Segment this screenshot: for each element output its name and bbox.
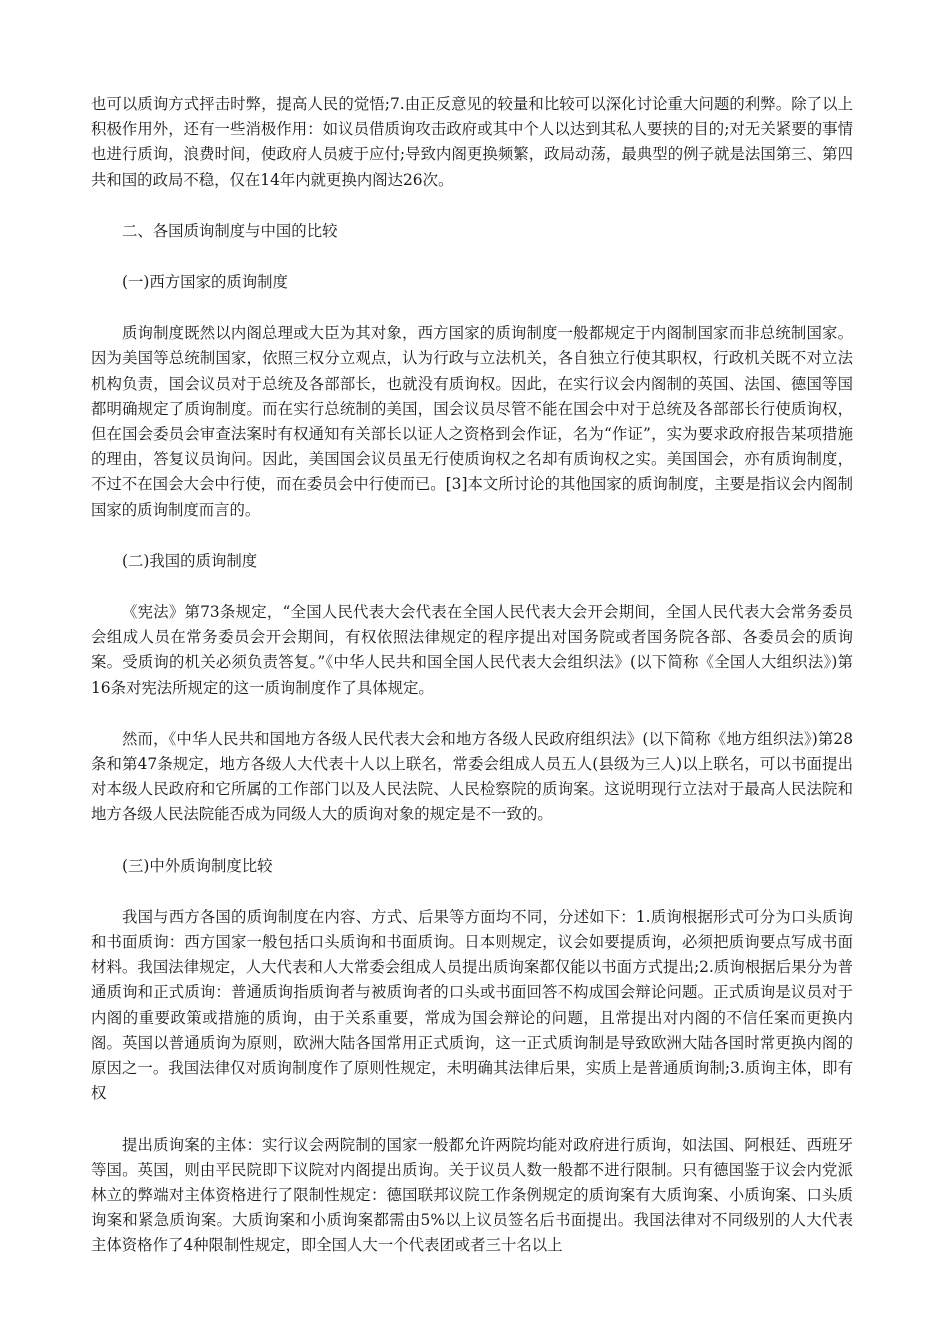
paragraph-2: 质询制度既然以内阁总理或大臣为其对象，西方国家的质询制度一般都规定于内阁制国家而非总统制国家。因为美国等总统制国家，依照三权分立观点，认为行政与立法机关，各自独立行使其职权，行政机关既不对立法机构负责，国会议员对于总统及各部部长，也就没有质询权。因此，在实行议会内阁制的英国、法国、德国等国都明确规定了质询制度。而在实行总统制的美国，国会议员尽管不能在国会中对于总统及各部部长行使质询权，但在国会委员会审查法案时有权通知有关部长以证人之资格到会作证，名为“作证”，实为要求政府报告某项措施的理由，答复议员询问。因此，美国国会议员虽无行使质询权之名却有质询权之实。美国国会，亦有质询制度，不过不在国会大会中行使，而在委员会中行使而已。[3]本文所讨论的其他国家的质询制度，主要是指议会内阁制国家的质询制度而言的。 [91,324,853,519]
document-body [91,92,853,1285]
paragraph-3: 《宪法》第73条规定，“全国人民代表大会代表在全国人民代表大会开会期间，全国人民代表大会常务委员会组成人员在常务委员会开会期间，有权依照法律规定的程序提出对国务院或者国务院各部、各委员会的质询案。受质询的机关必须负责答复。”《中华人民共和国全国人民代表大会组织法》(以下简称《全国人大组织法》)第16条对宪法所规定的这一质询制度作了具体规定。 [91,603,853,697]
paragraph-6: 提出质询案的主体：实行议会两院制的国家一般都允许两院均能对政府进行质询，如法国、阿根廷、西班牙等国。英国，则由平民院即下议院对内阁提出质询。关于议员人数一般都不进行限制。只有德国鉴于议会内党派林立的弊端对主体资格进行了限制性规定：德国联邦议院工作条例规定的质询案有大质询案、小质询案、口头质询案和紧急质询案。大质询案和小质询案都需由5%以上议员签名后书面提出。我国法律对不同级别的人大代表主体资格作了4种限制性规定，即全国人大一个代表团或者三十名以上 [91,1135,853,1255]
subsection-heading-1: (一)西方国家的质询制度 [122,273,288,292]
section-heading-2: 二、各国质询制度与中国的比较 [122,221,338,240]
subsection-heading-3: (三)中外质询制度比较 [122,856,273,875]
paragraph-4: 然而，《中华人民共和国地方各级人民代表大会和地方各级人民政府组织法》(以下简称《地方组织法》)第28条和第47条规定，地方各级人大代表十人以上联名，常委会组成人员五人(县级为三人)以上联名，可以书面提出对本级人民政府和它所属的工作部门以及人民法院、人民检察院的质询案。这说明现行立法对于最高人民法院和地方各级人民法院能否成为同级人大的质询对象的规定是不一致的。 [91,729,853,824]
subsection-heading-2: (二)我国的质询制度 [122,551,258,570]
paragraph-5: 我国与西方各国的质询制度在内容、方式、后果等方面均不同，分述如下：1.质询根据形式可分为口头质询和书面质询：西方国家一般包括口头质询和书面质询。日本则规定，议会如要提质询，必须把质询要点写成书面材料。我国法律规定，人大代表和人大常委会组成人员提出质询案都仅能以书面方式提出;2.质询根据后果分为普通质询和正式质询：普通质询指质询者与被质询者的口头或书面回答不构成国会辩论问题。正式质询是议员对于内阁的重要政策或措施的质询，由于关系重要，常成为国会辩论的问题，且常提出对内阁的不信任案而更换内阁。英国以普通质询为原则，欧洲大陆各国常用正式质询，这一正式质询制是导致欧洲大陆各国时常更换内阁的原因之一。我国法律仅对质询制度作了原则性规定，未明确其法律后果，实质上是普通质询制;3.质询主体，即有权 [91,907,853,1103]
paragraph-1: 也可以质询方式抨击时弊，提高人民的觉悟;7.由正反意见的较量和比较可以深化讨论重大问题的利弊。除了以上积极作用外，还有一些消极作用：如议员借质询攻击政府或其中个人以达到其私人要挟的目的;对无关紧要的事情也进行质询，浪费时间，使政府人员疲于应付;导致内阁更换频繁，政局动荡，最典型的例子就是法国第三、第四共和国的政局不稳，仅在14年内就更换内阁达26次。 [91,95,853,189]
